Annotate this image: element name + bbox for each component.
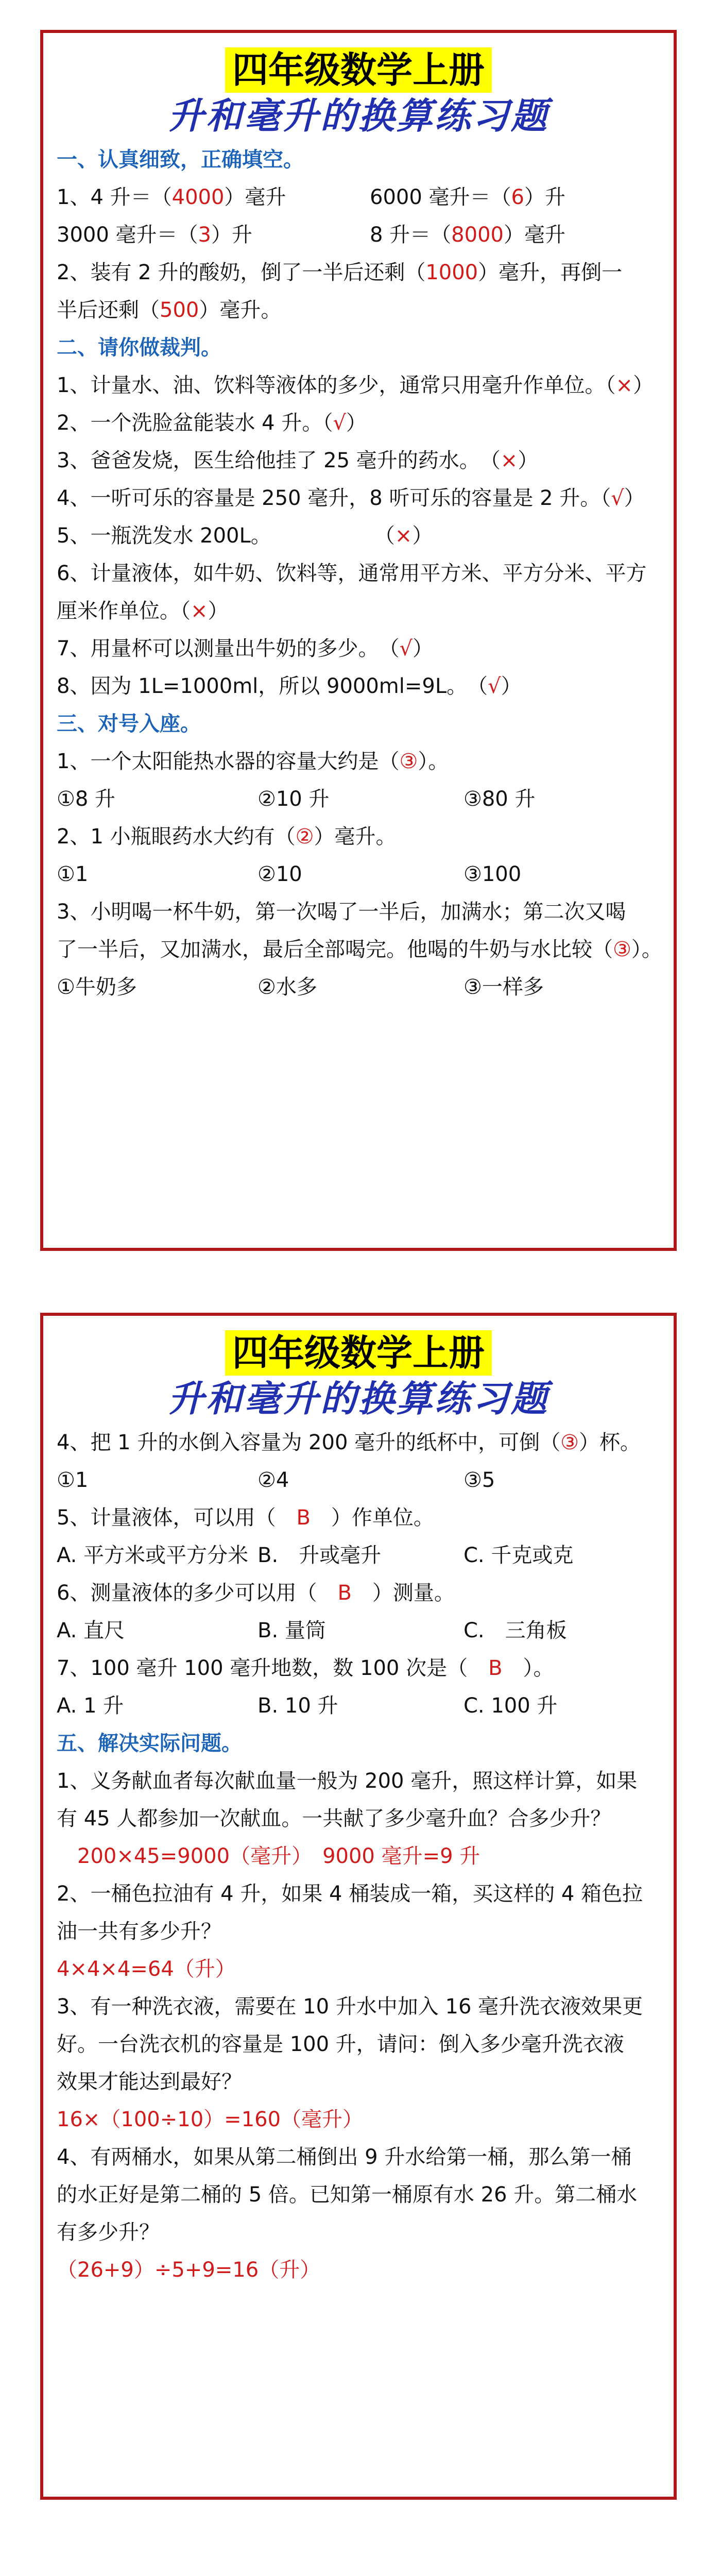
question-text: ）升 — [211, 223, 252, 247]
worksheet-line — [57, 1762, 660, 1800]
worksheet-card-2 — [40, 1313, 677, 2500]
answer-value: × — [615, 374, 633, 397]
worksheet-line — [57, 1875, 660, 1913]
grade-title: 四年级数学上册 — [225, 1330, 492, 1376]
worksheet-line — [57, 442, 660, 480]
question-text: ）毫升 — [503, 223, 565, 247]
worksheet-line — [57, 404, 660, 442]
question-text: 1、一个太阳能热水器的容量大约是（ — [57, 750, 400, 773]
question-text: 7、100 毫升 100 毫升地数，数 100 次是（ — [57, 1656, 489, 1680]
worksheet-line — [57, 781, 660, 818]
question-text: ）。 — [502, 1656, 554, 1680]
question-text: ）毫升，再倒一 — [478, 261, 623, 284]
worksheet-line — [57, 292, 660, 329]
question-text: ） — [412, 524, 433, 548]
worksheet-line — [57, 2176, 660, 2214]
option-a: ①1 — [57, 1468, 89, 1492]
card-body — [43, 141, 674, 1006]
option-b: B. 10 升 — [258, 1694, 338, 1718]
worksheet-card-1 — [40, 30, 677, 1251]
grade-title: 四年级数学上册 — [225, 47, 492, 93]
question-text: ） — [346, 411, 367, 435]
worksheet-line — [57, 216, 660, 254]
fill-blank-left — [57, 216, 370, 254]
circled-answer: ③ — [560, 1431, 579, 1454]
worksheet-line — [57, 1574, 660, 1612]
worksheet-line — [57, 254, 660, 292]
circled-answer: ② — [295, 825, 314, 849]
worksheet-line — [57, 2214, 660, 2251]
worksheet-line — [57, 893, 660, 931]
answer-value: 6 — [511, 185, 524, 209]
option-a: A. 1 升 — [57, 1694, 124, 1718]
question-text: 好。一台洗衣机的容量是 100 升，请问：倒入多少毫升洗衣液 — [57, 2032, 624, 2056]
option-c: ③100 — [464, 862, 522, 886]
option-b: ②10 — [258, 862, 302, 886]
worksheet-line — [57, 668, 660, 705]
answer-value: √ — [488, 674, 501, 698]
question-text: ） — [208, 599, 229, 623]
answer-value: B — [296, 1506, 311, 1530]
option-c: C. 三角板 — [464, 1619, 567, 1642]
answer-value: B — [337, 1581, 352, 1605]
worksheet-line — [57, 818, 660, 856]
section-heading: 三、对号入座。 — [57, 712, 201, 736]
card-header — [43, 1316, 674, 1424]
question-text: 厘米作单位。（ — [57, 599, 191, 623]
question-text: ） — [412, 637, 433, 660]
answer-bracket-close: ）。 — [631, 938, 662, 961]
worksheet-line — [57, 1612, 660, 1650]
answer-value: 500 — [160, 298, 199, 322]
question-text: 8、因为 1L=1000ml，所以 9000ml=9L。 （ — [57, 674, 488, 698]
section-heading: 五、解决实际问题。 — [57, 1732, 242, 1755]
option-a: A. 平方米或平方分米 — [57, 1544, 249, 1567]
question-text: 油一共有多少升？ — [57, 1920, 221, 1943]
answer-value: × — [500, 449, 518, 472]
fill-blank-right — [370, 179, 565, 216]
worksheet-line — [57, 1951, 660, 1988]
worksheet-title: 升和毫升的换算练习题 — [168, 1377, 549, 1420]
worksheet-line — [57, 2251, 660, 2289]
question-text: ）毫升。 — [314, 825, 397, 849]
question-text: 4、把 1 升的水倒入容量为 200 毫升的纸杯中，可倒（ — [57, 1431, 561, 1454]
option-c: ③一样多 — [464, 975, 544, 999]
question-text: 3、有一种洗衣液，需要在 10 升水中加入 16 毫升洗衣液效果更 — [57, 1995, 643, 2019]
question-text: 3000 毫升＝（ — [57, 223, 198, 247]
worksheet-line — [57, 856, 660, 893]
worksheet-line — [57, 329, 660, 367]
worksheet-line — [57, 367, 660, 404]
answer-value: 3 — [198, 223, 211, 247]
answer-solution: 16×（100÷10）=160（毫升） — [57, 2108, 364, 2131]
question-text: ）杯。 — [578, 1431, 641, 1454]
answer-value: 4000 — [171, 185, 225, 209]
worksheet-line — [57, 1499, 660, 1537]
worksheet-line — [57, 2101, 660, 2139]
worksheet-line — [57, 1537, 660, 1574]
option-b: B. 量筒 — [258, 1619, 326, 1642]
option-c: C. 千克或克 — [464, 1544, 574, 1567]
question-text: 5、一瓶洗发水 200L。 （ — [57, 524, 395, 548]
worksheet-line — [57, 141, 660, 179]
question-text: 7、用量杯可以测量出牛奶的多少。 （ — [57, 637, 400, 660]
answer-bracket-open: （ — [592, 938, 613, 961]
option-a: ①牛奶多 — [57, 975, 137, 999]
question-text: 2、一桶色拉油有 4 升，如果 4 桶装成一箱，买这样的 4 箱色拉 — [57, 1882, 643, 1906]
question-text: 了一半后，又加满水，最后全部喝完。他喝的牛奶与水比较 — [57, 938, 592, 961]
card-header — [43, 33, 674, 141]
question-text: 2、一个洗脸盆能装水 4 升。（ — [57, 411, 333, 435]
option-c: ③5 — [464, 1468, 495, 1492]
answer-choice: ③ — [613, 938, 631, 961]
question-text: ）测量。 — [351, 1581, 455, 1605]
card-body — [43, 1424, 674, 2289]
worksheet-line — [57, 1725, 660, 1762]
worksheet-line — [57, 2026, 660, 2063]
question-text: ）升 — [524, 185, 565, 209]
worksheet-line — [57, 705, 660, 743]
answer-value: × — [394, 524, 413, 548]
question-text: 4、一听可乐的容量是 250 毫升，8 听可乐的容量是 2 升。（ — [57, 486, 611, 510]
option-b: ②10 升 — [258, 787, 330, 811]
section-heading: 一、认真细致，正确填空。 — [57, 148, 304, 172]
question-text: 有 45 人都参加一次献血。一共献了多少毫升血？合多少升？ — [57, 1807, 611, 1831]
worksheet-line — [57, 1838, 660, 1875]
answer-value: B — [488, 1656, 503, 1680]
option-c: C. 100 升 — [464, 1694, 558, 1718]
answer-solution: （26+9）÷5+9=16（升） — [57, 2258, 321, 2282]
question-text: ） — [518, 449, 539, 472]
worksheet-line — [57, 480, 660, 517]
question-text: ）。 — [418, 750, 449, 773]
answer-value: 8000 — [451, 223, 504, 247]
question-text: 1、义务献血者每次献血量一般为 200 毫升，照这样计算，如果 — [57, 1769, 638, 1793]
worksheet-line — [57, 179, 660, 216]
answer-value: √ — [611, 486, 624, 510]
option-a: A. 直尺 — [57, 1619, 125, 1642]
option-a: ①8 升 — [57, 787, 116, 811]
answer-solution: 4×4×4=64（升） — [57, 1957, 236, 1981]
worksheet-line — [57, 969, 660, 1006]
question-text: 6000 毫升＝（ — [370, 185, 511, 209]
answer-solution: 200×45=9000（毫升） 9000 毫升=9 升 — [57, 1844, 480, 1868]
question-text: ）毫升。 — [199, 298, 282, 322]
question-text: 5、计量液体，可以用（ — [57, 1506, 297, 1530]
question-text: 1、计量水、油、饮料等液体的多少，通常只用毫升作单位。（ — [57, 374, 616, 397]
question-text: ）毫升 — [224, 185, 286, 209]
question-text: 8 升＝（ — [370, 223, 452, 247]
worksheet-line — [57, 1913, 660, 1951]
worksheet-line — [57, 2139, 660, 2176]
option-b: B. 升或毫升 — [258, 1544, 382, 1567]
question-text: 3、爸爸发烧，医生给他挂了 25 毫升的药水。 （ — [57, 449, 501, 472]
circled-answer: ③ — [399, 750, 418, 773]
answer-value: × — [191, 599, 208, 623]
worksheet-line — [57, 1988, 660, 2026]
fill-blank-right — [370, 216, 565, 254]
section-heading: 二、请你做裁判。 — [57, 336, 221, 360]
worksheet-line — [57, 931, 660, 969]
question-text: ） — [632, 374, 654, 397]
worksheet-line — [57, 743, 660, 781]
worksheet-line — [57, 1800, 660, 1838]
question-text: 2、装有 2 升的酸奶，倒了一半后还剩（ — [57, 261, 426, 284]
question-text: 6、测量液体的多少可以用（ — [57, 1581, 338, 1605]
worksheet-line — [57, 1462, 660, 1499]
option-b: ②水多 — [258, 975, 317, 999]
worksheet-line — [57, 1650, 660, 1687]
worksheet-line — [57, 1424, 660, 1462]
question-text: 3、小明喝一杯牛奶，第一次喝了一半后，加满水；第二次又喝 — [57, 900, 626, 924]
question-text: ） — [501, 674, 522, 698]
question-text: 效果才能达到最好？ — [57, 2070, 242, 2094]
option-b: ②4 — [258, 1468, 289, 1492]
worksheet-line — [57, 592, 660, 630]
worksheet-line — [57, 555, 660, 592]
fill-blank-left — [57, 179, 370, 216]
answer-value: 1000 — [425, 261, 478, 284]
question-text: ） — [624, 486, 645, 510]
option-c: ③80 升 — [464, 787, 536, 811]
worksheet-line — [57, 630, 660, 668]
question-text: 1、4 升＝（ — [57, 185, 172, 209]
question-text: 半后还剩（ — [57, 298, 160, 322]
question-text: 的水正好是第二桶的 5 倍。已知第一桶原有水 26 升。第二桶水 — [57, 2183, 638, 2207]
answer-value: √ — [399, 637, 413, 660]
question-text: 2、1 小瓶眼药水大约有（ — [57, 825, 296, 849]
question-text: 6、计量液体，如牛奶、饮料等，通常用平方米、平方分米、平方 — [57, 562, 647, 585]
answer-value: √ — [333, 411, 346, 435]
question-text: 4、有两桶水，如果从第二桶倒出 9 升水给第一桶，那么第一桶 — [57, 2145, 632, 2169]
worksheet-title: 升和毫升的换算练习题 — [168, 94, 549, 137]
worksheet-line — [57, 1687, 660, 1725]
worksheet-line — [57, 2063, 660, 2101]
option-a: ①1 — [57, 862, 89, 886]
question-text: ）作单位。 — [310, 1506, 434, 1530]
question-text: 有多少升？ — [57, 2221, 160, 2244]
worksheet-line — [57, 517, 660, 555]
